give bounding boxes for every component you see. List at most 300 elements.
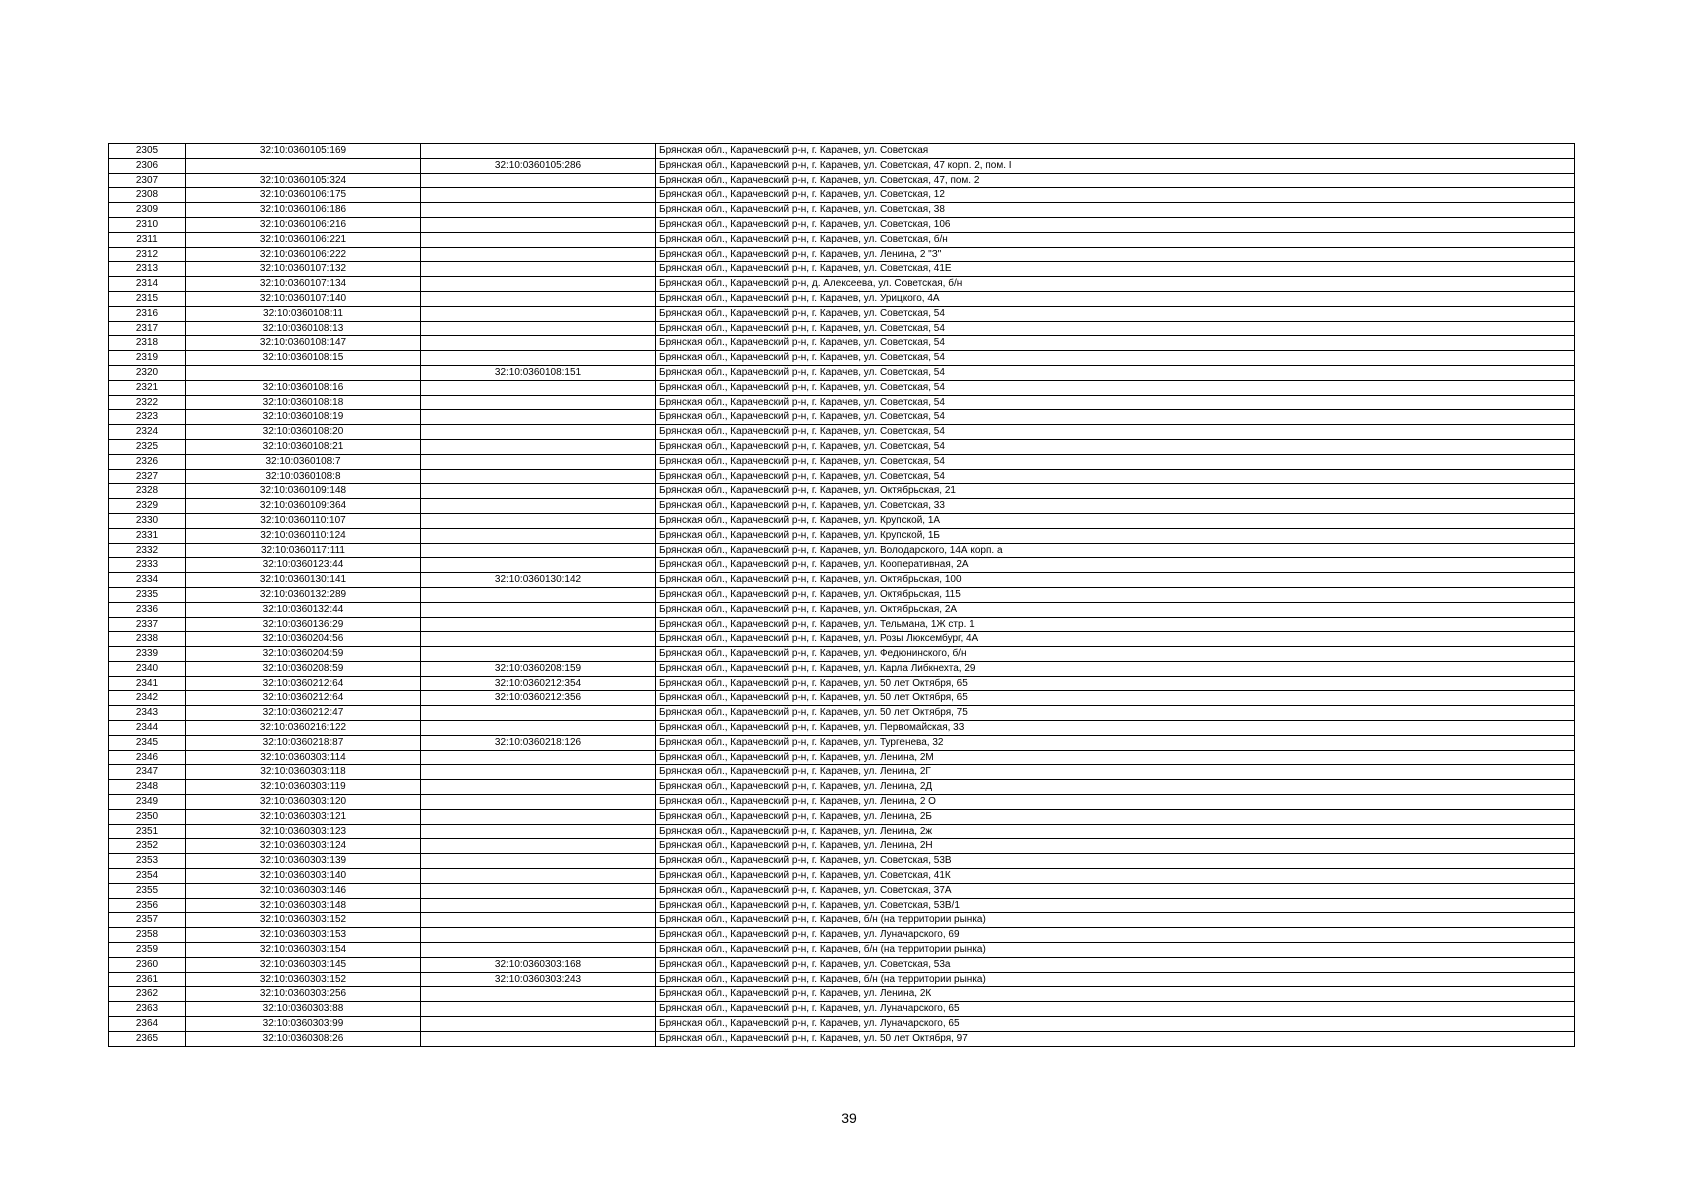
page-number: 39: [841, 1110, 857, 1126]
cadastral-number-cell: 32:10:0360303:148: [186, 898, 421, 913]
linked-cadastral-number-cell: 32:10:0360303:168: [421, 957, 656, 972]
table-row: [109, 277, 1575, 292]
address-cell: Брянская обл., Карачевский р-н, г. Карачев, ул. Советская, 54: [656, 321, 1575, 336]
cadastral-number-cell: 32:10:0360106:222: [186, 247, 421, 262]
cadastral-number-cell: 32:10:0360108:18: [186, 395, 421, 410]
row-number-cell: 2348: [109, 780, 186, 795]
table-row: [109, 351, 1575, 366]
table-row: [109, 587, 1575, 602]
address-cell: Брянская обл., Карачевский р-н, г. Карачев, ул. Ленина, 2Б: [656, 809, 1575, 824]
cadastral-number-cell: 32:10:0360303:153: [186, 928, 421, 943]
address-cell: Брянская обл., Карачевский р-н, г. Карачев, ул. Советская, 47 корп. 2, пом. I: [656, 158, 1575, 173]
row-number-cell: 2311: [109, 232, 186, 247]
table-row: [109, 380, 1575, 395]
linked-cadastral-number-cell: [421, 321, 656, 336]
cadastral-number-cell: 32:10:0360204:59: [186, 647, 421, 662]
linked-cadastral-number-cell: [421, 721, 656, 736]
address-cell: Брянская обл., Карачевский р-н, г. Карачев, ул. Тельмана, 1Ж стр. 1: [656, 617, 1575, 632]
table-row: [109, 602, 1575, 617]
address-cell: Брянская обл., Карачевский р-н, г. Карачев, ул. Советская, 54: [656, 454, 1575, 469]
row-number-cell: 2341: [109, 676, 186, 691]
cadastral-number-cell: 32:10:0360212:64: [186, 676, 421, 691]
row-number-cell: 2307: [109, 173, 186, 188]
row-number-cell: 2346: [109, 750, 186, 765]
cadastral-number-cell: 32:10:0360105:169: [186, 144, 421, 159]
address-cell: Брянская обл., Карачевский р-н, г. Карачев, ул. Октябрьская, 115: [656, 587, 1575, 602]
cadastral-number-cell: 32:10:0360108:20: [186, 425, 421, 440]
cadastral-number-cell: 32:10:0360303:120: [186, 795, 421, 810]
cadastral-number-cell: 32:10:0360108:7: [186, 454, 421, 469]
row-number-cell: 2323: [109, 410, 186, 425]
table-row: [109, 573, 1575, 588]
address-cell: Брянская обл., Карачевский р-н, г. Карачев, ул. Розы Люксембург, 4А: [656, 632, 1575, 647]
address-cell: Брянская обл., Карачевский р-н, г. Карачев, ул. Ленина, 2М: [656, 750, 1575, 765]
address-cell: Брянская обл., Карачевский р-н, г. Карачев, ул. 50 лет Октября, 97: [656, 1031, 1575, 1046]
address-cell: Брянская обл., Карачевский р-н, г. Карачев, ул. Ленина, 2 "З": [656, 247, 1575, 262]
cadastral-number-cell: 32:10:0360303:118: [186, 765, 421, 780]
linked-cadastral-number-cell: [421, 750, 656, 765]
row-number-cell: 2332: [109, 543, 186, 558]
table-row: [109, 484, 1575, 499]
address-cell: Брянская обл., Карачевский р-н, г. Карачев, ул. Ленина, 2ж: [656, 824, 1575, 839]
linked-cadastral-number-cell: [421, 336, 656, 351]
linked-cadastral-number-cell: 32:10:0360208:159: [421, 661, 656, 676]
table-row: [109, 499, 1575, 514]
address-cell: Брянская обл., Карачевский р-н, г. Карачев, ул. Октябрьская, 100: [656, 573, 1575, 588]
linked-cadastral-number-cell: [421, 617, 656, 632]
linked-cadastral-number-cell: [421, 1017, 656, 1032]
address-cell: Брянская обл., Карачевский р-н, г. Карачев, ул. Крупской, 1А: [656, 513, 1575, 528]
address-cell: Брянская обл., Карачевский р-н, г. Карачев, ул. Октябрьская, 21: [656, 484, 1575, 499]
linked-cadastral-number-cell: [421, 543, 656, 558]
table-row: [109, 898, 1575, 913]
linked-cadastral-number-cell: 32:10:0360212:354: [421, 676, 656, 691]
table-row: [109, 528, 1575, 543]
linked-cadastral-number-cell: [421, 632, 656, 647]
linked-cadastral-number-cell: [421, 291, 656, 306]
table-row: [109, 972, 1575, 987]
address-cell: Брянская обл., Карачевский р-н, г. Карачев, ул. Советская, 54: [656, 439, 1575, 454]
address-cell: Брянская обл., Карачевский р-н, г. Карачев, ул. Луначарского, 65: [656, 1017, 1575, 1032]
linked-cadastral-number-cell: [421, 351, 656, 366]
linked-cadastral-number-cell: [421, 425, 656, 440]
address-cell: Брянская обл., Карачевский р-н, г. Карачев, ул. Советская, 37А: [656, 883, 1575, 898]
linked-cadastral-number-cell: [421, 188, 656, 203]
address-cell: Брянская обл., Карачевский р-н, г. Карачев, ул. Советская, 54: [656, 425, 1575, 440]
cadastral-number-cell: 32:10:0360123:44: [186, 558, 421, 573]
table-row: [109, 365, 1575, 380]
address-cell: Брянская обл., Карачевский р-н, г. Карачев, ул. Ленина, 2Д: [656, 780, 1575, 795]
row-number-cell: 2319: [109, 351, 186, 366]
table-row: [109, 987, 1575, 1002]
table-row: [109, 425, 1575, 440]
row-number-cell: 2364: [109, 1017, 186, 1032]
register-table-body: [109, 144, 1575, 1047]
address-cell: Брянская обл., Карачевский р-н, г. Карачев, б/н (на территории рынка): [656, 913, 1575, 928]
cadastral-number-cell: 32:10:0360303:146: [186, 883, 421, 898]
cadastral-number-cell: 32:10:0360107:134: [186, 277, 421, 292]
address-cell: Брянская обл., Карачевский р-н, г. Карачев, ул. Советская, б/н: [656, 232, 1575, 247]
row-number-cell: 2333: [109, 558, 186, 573]
address-cell: Брянская обл., Карачевский р-н, г. Карачев, ул. Советская, 54: [656, 469, 1575, 484]
address-cell: Брянская обл., Карачевский р-н, г. Карачев, ул. Карла Либкнехта, 29: [656, 661, 1575, 676]
linked-cadastral-number-cell: [421, 173, 656, 188]
address-cell: Брянская обл., Карачевский р-н, г. Карачев, ул. Октябрьская, 2А: [656, 602, 1575, 617]
table-row: [109, 928, 1575, 943]
address-cell: Брянская обл., Карачевский р-н, г. Карачев, ул. Первомайская, 33: [656, 721, 1575, 736]
cadastral-number-cell: 32:10:0360212:47: [186, 706, 421, 721]
table-row: [109, 291, 1575, 306]
row-number-cell: 2328: [109, 484, 186, 499]
cadastral-number-cell: 32:10:0360108:15: [186, 351, 421, 366]
address-cell: Брянская обл., Карачевский р-н, г. Карачев, ул. Ленина, 2К: [656, 987, 1575, 1002]
cadastral-number-cell: 32:10:0360107:140: [186, 291, 421, 306]
table-row: [109, 262, 1575, 277]
linked-cadastral-number-cell: [421, 587, 656, 602]
linked-cadastral-number-cell: 32:10:0360105:286: [421, 158, 656, 173]
table-row: [109, 913, 1575, 928]
table-row: [109, 173, 1575, 188]
linked-cadastral-number-cell: [421, 839, 656, 854]
row-number-cell: 2344: [109, 721, 186, 736]
table-row: [109, 854, 1575, 869]
row-number-cell: 2343: [109, 706, 186, 721]
address-cell: Брянская обл., Карачевский р-н, г. Карачев, ул. 50 лет Октября, 75: [656, 706, 1575, 721]
cadastral-number-cell: 32:10:0360136:29: [186, 617, 421, 632]
row-number-cell: 2310: [109, 217, 186, 232]
address-cell: Брянская обл., Карачевский р-н, г. Карачев, ул. Советская, 53В: [656, 854, 1575, 869]
linked-cadastral-number-cell: [421, 558, 656, 573]
address-cell: Брянская обл., Карачевский р-н, г. Карачев, ул. Володарского, 14А корп. а: [656, 543, 1575, 558]
linked-cadastral-number-cell: [421, 395, 656, 410]
cadastral-number-cell: [186, 158, 421, 173]
cadastral-number-cell: 32:10:0360303:119: [186, 780, 421, 795]
row-number-cell: 2312: [109, 247, 186, 262]
cadastral-number-cell: 32:10:0360106:216: [186, 217, 421, 232]
address-cell: Брянская обл., Карачевский р-н, г. Карачев, ул. Советская, 54: [656, 306, 1575, 321]
row-number-cell: 2358: [109, 928, 186, 943]
table-row: [109, 1002, 1575, 1017]
row-number-cell: 2337: [109, 617, 186, 632]
row-number-cell: 2360: [109, 957, 186, 972]
row-number-cell: 2309: [109, 203, 186, 218]
row-number-cell: 2359: [109, 943, 186, 958]
cadastral-number-cell: 32:10:0360308:26: [186, 1031, 421, 1046]
address-cell: Брянская обл., Карачевский р-н, г. Карачев, ул. Советская, 54: [656, 336, 1575, 351]
table-row: [109, 1017, 1575, 1032]
table-row: [109, 306, 1575, 321]
cadastral-number-cell: 32:10:0360132:289: [186, 587, 421, 602]
linked-cadastral-number-cell: [421, 528, 656, 543]
table-row: [109, 780, 1575, 795]
cadastral-number-cell: [186, 365, 421, 380]
cadastral-number-cell: 32:10:0360117:111: [186, 543, 421, 558]
cadastral-number-cell: 32:10:0360303:114: [186, 750, 421, 765]
linked-cadastral-number-cell: [421, 765, 656, 780]
address-cell: Брянская обл., Карачевский р-н, г. Карачев, ул. Советская, 41К: [656, 869, 1575, 884]
linked-cadastral-number-cell: [421, 277, 656, 292]
cadastral-number-cell: 32:10:0360303:124: [186, 839, 421, 854]
table-row: [109, 647, 1575, 662]
linked-cadastral-number-cell: [421, 513, 656, 528]
linked-cadastral-number-cell: [421, 869, 656, 884]
address-cell: Брянская обл., Карачевский р-н, г. Карачев, ул. Тургенева, 32: [656, 735, 1575, 750]
table-row: [109, 809, 1575, 824]
row-number-cell: 2318: [109, 336, 186, 351]
cadastral-number-cell: 32:10:0360109:148: [186, 484, 421, 499]
table-row: [109, 617, 1575, 632]
linked-cadastral-number-cell: [421, 780, 656, 795]
cadastral-number-cell: 32:10:0360108:19: [186, 410, 421, 425]
table-row: [109, 765, 1575, 780]
cadastral-number-cell: 32:10:0360108:13: [186, 321, 421, 336]
cadastral-number-cell: 32:10:0360106:186: [186, 203, 421, 218]
address-cell: Брянская обл., Карачевский р-н, г. Карачев, ул. Ленина, 2Г: [656, 765, 1575, 780]
cadastral-number-cell: 32:10:0360208:59: [186, 661, 421, 676]
linked-cadastral-number-cell: [421, 469, 656, 484]
table-row: [109, 469, 1575, 484]
linked-cadastral-number-cell: [421, 795, 656, 810]
address-cell: Брянская обл., Карачевский р-н, г. Карачев, ул. Советская, 54: [656, 410, 1575, 425]
linked-cadastral-number-cell: [421, 203, 656, 218]
row-number-cell: 2325: [109, 439, 186, 454]
linked-cadastral-number-cell: [421, 454, 656, 469]
address-cell: Брянская обл., Карачевский р-н, г. Карачев, ул. Ленина, 2Н: [656, 839, 1575, 854]
row-number-cell: 2326: [109, 454, 186, 469]
table-row: [109, 454, 1575, 469]
table-row: [109, 188, 1575, 203]
address-cell: Брянская обл., Карачевский р-н, г. Карачев, ул. Советская, 53В/1: [656, 898, 1575, 913]
linked-cadastral-number-cell: 32:10:0360218:126: [421, 735, 656, 750]
row-number-cell: 2365: [109, 1031, 186, 1046]
address-cell: Брянская обл., Карачевский р-н, г. Карачев, ул. Советская, 12: [656, 188, 1575, 203]
table-row: [109, 144, 1575, 159]
table-row: [109, 336, 1575, 351]
linked-cadastral-number-cell: [421, 913, 656, 928]
table-row: [109, 247, 1575, 262]
cadastral-number-cell: 32:10:0360303:121: [186, 809, 421, 824]
table-row: [109, 706, 1575, 721]
linked-cadastral-number-cell: [421, 943, 656, 958]
row-number-cell: 2334: [109, 573, 186, 588]
table-row: [109, 661, 1575, 676]
linked-cadastral-number-cell: [421, 439, 656, 454]
cadastral-number-cell: 32:10:0360108:11: [186, 306, 421, 321]
row-number-cell: 2355: [109, 883, 186, 898]
row-number-cell: 2342: [109, 691, 186, 706]
table-row: [109, 824, 1575, 839]
row-number-cell: 2315: [109, 291, 186, 306]
row-number-cell: 2361: [109, 972, 186, 987]
cadastral-number-cell: 32:10:0360107:132: [186, 262, 421, 277]
cadastral-number-cell: 32:10:0360216:122: [186, 721, 421, 736]
row-number-cell: 2347: [109, 765, 186, 780]
row-number-cell: 2306: [109, 158, 186, 173]
cadastral-number-cell: 32:10:0360303:139: [186, 854, 421, 869]
table-row: [109, 203, 1575, 218]
row-number-cell: 2340: [109, 661, 186, 676]
row-number-cell: 2329: [109, 499, 186, 514]
cadastral-number-cell: 32:10:0360303:145: [186, 957, 421, 972]
linked-cadastral-number-cell: [421, 647, 656, 662]
table-row: [109, 943, 1575, 958]
linked-cadastral-number-cell: [421, 484, 656, 499]
table-row: [109, 439, 1575, 454]
row-number-cell: 2357: [109, 913, 186, 928]
address-cell: Брянская обл., Карачевский р-н, г. Карачев, ул. Урицкого, 4А: [656, 291, 1575, 306]
table-row: [109, 1031, 1575, 1046]
row-number-cell: 2336: [109, 602, 186, 617]
table-row: [109, 158, 1575, 173]
linked-cadastral-number-cell: [421, 602, 656, 617]
address-cell: Брянская обл., Карачевский р-н, г. Карачев, ул. Луначарского, 69: [656, 928, 1575, 943]
table-row: [109, 558, 1575, 573]
address-cell: Брянская обл., Карачевский р-н, г. Карачев, ул. Советская, 38: [656, 203, 1575, 218]
linked-cadastral-number-cell: [421, 410, 656, 425]
row-number-cell: 2354: [109, 869, 186, 884]
address-cell: Брянская обл., Карачевский р-н, г. Карачев, ул. Крупской, 1Б: [656, 528, 1575, 543]
address-cell: Брянская обл., Карачевский р-н, г. Карачев, ул. Кооперативная, 2А: [656, 558, 1575, 573]
address-cell: Брянская обл., Карачевский р-н, г. Карачев, ул. Советская, 54: [656, 395, 1575, 410]
linked-cadastral-number-cell: [421, 144, 656, 159]
cadastral-number-cell: 32:10:0360204:56: [186, 632, 421, 647]
row-number-cell: 2345: [109, 735, 186, 750]
row-number-cell: 2353: [109, 854, 186, 869]
address-cell: Брянская обл., Карачевский р-н, г. Карачев, ул. Советская, 47, пом. 2: [656, 173, 1575, 188]
row-number-cell: 2351: [109, 824, 186, 839]
cadastral-number-cell: 32:10:0360303:123: [186, 824, 421, 839]
row-number-cell: 2314: [109, 277, 186, 292]
linked-cadastral-number-cell: [421, 380, 656, 395]
linked-cadastral-number-cell: [421, 1002, 656, 1017]
linked-cadastral-number-cell: [421, 306, 656, 321]
row-number-cell: 2305: [109, 144, 186, 159]
row-number-cell: 2330: [109, 513, 186, 528]
table-row: [109, 795, 1575, 810]
table-row: [109, 410, 1575, 425]
cadastral-number-cell: 32:10:0360303:140: [186, 869, 421, 884]
register-table: [108, 143, 1575, 1047]
linked-cadastral-number-cell: [421, 217, 656, 232]
cadastral-number-cell: 32:10:0360106:175: [186, 188, 421, 203]
row-number-cell: 2331: [109, 528, 186, 543]
linked-cadastral-number-cell: 32:10:0360303:243: [421, 972, 656, 987]
cadastral-number-cell: 32:10:0360218:87: [186, 735, 421, 750]
linked-cadastral-number-cell: 32:10:0360108:151: [421, 365, 656, 380]
linked-cadastral-number-cell: [421, 247, 656, 262]
address-cell: Брянская обл., Карачевский р-н, г. Карачев, ул. Советская, 54: [656, 351, 1575, 366]
cadastral-number-cell: 32:10:0360109:364: [186, 499, 421, 514]
row-number-cell: 2352: [109, 839, 186, 854]
table-row: [109, 869, 1575, 884]
address-cell: Брянская обл., Карачевский р-н, г. Карачев, ул. Советская: [656, 144, 1575, 159]
address-cell: Брянская обл., Карачевский р-н, г. Карачев, ул. Луначарского, 65: [656, 1002, 1575, 1017]
table-row: [109, 632, 1575, 647]
row-number-cell: 2327: [109, 469, 186, 484]
address-cell: Брянская обл., Карачевский р-н, д. Алексеева, ул. Советская, б/н: [656, 277, 1575, 292]
address-cell: Брянская обл., Карачевский р-н, г. Карачев, ул. Советская, 106: [656, 217, 1575, 232]
table-row: [109, 543, 1575, 558]
row-number-cell: 2313: [109, 262, 186, 277]
address-cell: Брянская обл., Карачевский р-н, г. Карачев, ул. Советская, 53а: [656, 957, 1575, 972]
cadastral-number-cell: 32:10:0360106:221: [186, 232, 421, 247]
cadastral-number-cell: 32:10:0360105:324: [186, 173, 421, 188]
linked-cadastral-number-cell: [421, 898, 656, 913]
address-cell: Брянская обл., Карачевский р-н, г. Карачев, б/н (на территории рынка): [656, 972, 1575, 987]
linked-cadastral-number-cell: [421, 824, 656, 839]
address-cell: Брянская обл., Карачевский р-н, г. Карачев, ул. Советская, 54: [656, 365, 1575, 380]
cadastral-number-cell: 32:10:0360108:8: [186, 469, 421, 484]
address-cell: Брянская обл., Карачевский р-н, г. Карачев, ул. Ленина, 2 О: [656, 795, 1575, 810]
row-number-cell: 2321: [109, 380, 186, 395]
linked-cadastral-number-cell: 32:10:0360130:142: [421, 573, 656, 588]
cadastral-number-cell: 32:10:0360132:44: [186, 602, 421, 617]
cadastral-number-cell: 32:10:0360303:152: [186, 972, 421, 987]
table-row: [109, 750, 1575, 765]
table-row: [109, 395, 1575, 410]
table-row: [109, 217, 1575, 232]
cadastral-number-cell: 32:10:0360110:107: [186, 513, 421, 528]
linked-cadastral-number-cell: [421, 854, 656, 869]
row-number-cell: 2338: [109, 632, 186, 647]
cadastral-number-cell: 32:10:0360130:141: [186, 573, 421, 588]
row-number-cell: 2335: [109, 587, 186, 602]
address-cell: Брянская обл., Карачевский р-н, г. Карачев, ул. Федюнинского, б/н: [656, 647, 1575, 662]
address-cell: Брянская обл., Карачевский р-н, г. Карачев, ул. Советская, 33: [656, 499, 1575, 514]
linked-cadastral-number-cell: [421, 883, 656, 898]
linked-cadastral-number-cell: [421, 987, 656, 1002]
cadastral-number-cell: 32:10:0360303:152: [186, 913, 421, 928]
cadastral-number-cell: 32:10:0360303:154: [186, 943, 421, 958]
row-number-cell: 2350: [109, 809, 186, 824]
table-row: [109, 735, 1575, 750]
table-row: [109, 513, 1575, 528]
linked-cadastral-number-cell: [421, 928, 656, 943]
row-number-cell: 2316: [109, 306, 186, 321]
row-number-cell: 2356: [109, 898, 186, 913]
linked-cadastral-number-cell: [421, 706, 656, 721]
table-row: [109, 232, 1575, 247]
cadastral-number-cell: 32:10:0360303:256: [186, 987, 421, 1002]
linked-cadastral-number-cell: 32:10:0360212:356: [421, 691, 656, 706]
row-number-cell: 2339: [109, 647, 186, 662]
row-number-cell: 2324: [109, 425, 186, 440]
table-row: [109, 691, 1575, 706]
table-row: [109, 676, 1575, 691]
table-row: [109, 957, 1575, 972]
row-number-cell: 2308: [109, 188, 186, 203]
cadastral-number-cell: 32:10:0360110:124: [186, 528, 421, 543]
row-number-cell: 2322: [109, 395, 186, 410]
cadastral-number-cell: 32:10:0360108:147: [186, 336, 421, 351]
address-cell: Брянская обл., Карачевский р-н, г. Карачев, б/н (на территории рынка): [656, 943, 1575, 958]
cadastral-number-cell: 32:10:0360108:16: [186, 380, 421, 395]
table-row: [109, 721, 1575, 736]
linked-cadastral-number-cell: [421, 1031, 656, 1046]
row-number-cell: 2317: [109, 321, 186, 336]
table-row: [109, 883, 1575, 898]
address-cell: Брянская обл., Карачевский р-н, г. Карачев, ул. 50 лет Октября, 65: [656, 691, 1575, 706]
row-number-cell: 2362: [109, 987, 186, 1002]
cadastral-number-cell: 32:10:0360303:88: [186, 1002, 421, 1017]
address-cell: Брянская обл., Карачевский р-н, г. Карачев, ул. Советская, 41Е: [656, 262, 1575, 277]
cadastral-number-cell: 32:10:0360212:64: [186, 691, 421, 706]
row-number-cell: 2363: [109, 1002, 186, 1017]
table-row: [109, 839, 1575, 854]
row-number-cell: 2320: [109, 365, 186, 380]
cadastral-number-cell: 32:10:0360108:21: [186, 439, 421, 454]
cadastral-number-cell: 32:10:0360303:99: [186, 1017, 421, 1032]
